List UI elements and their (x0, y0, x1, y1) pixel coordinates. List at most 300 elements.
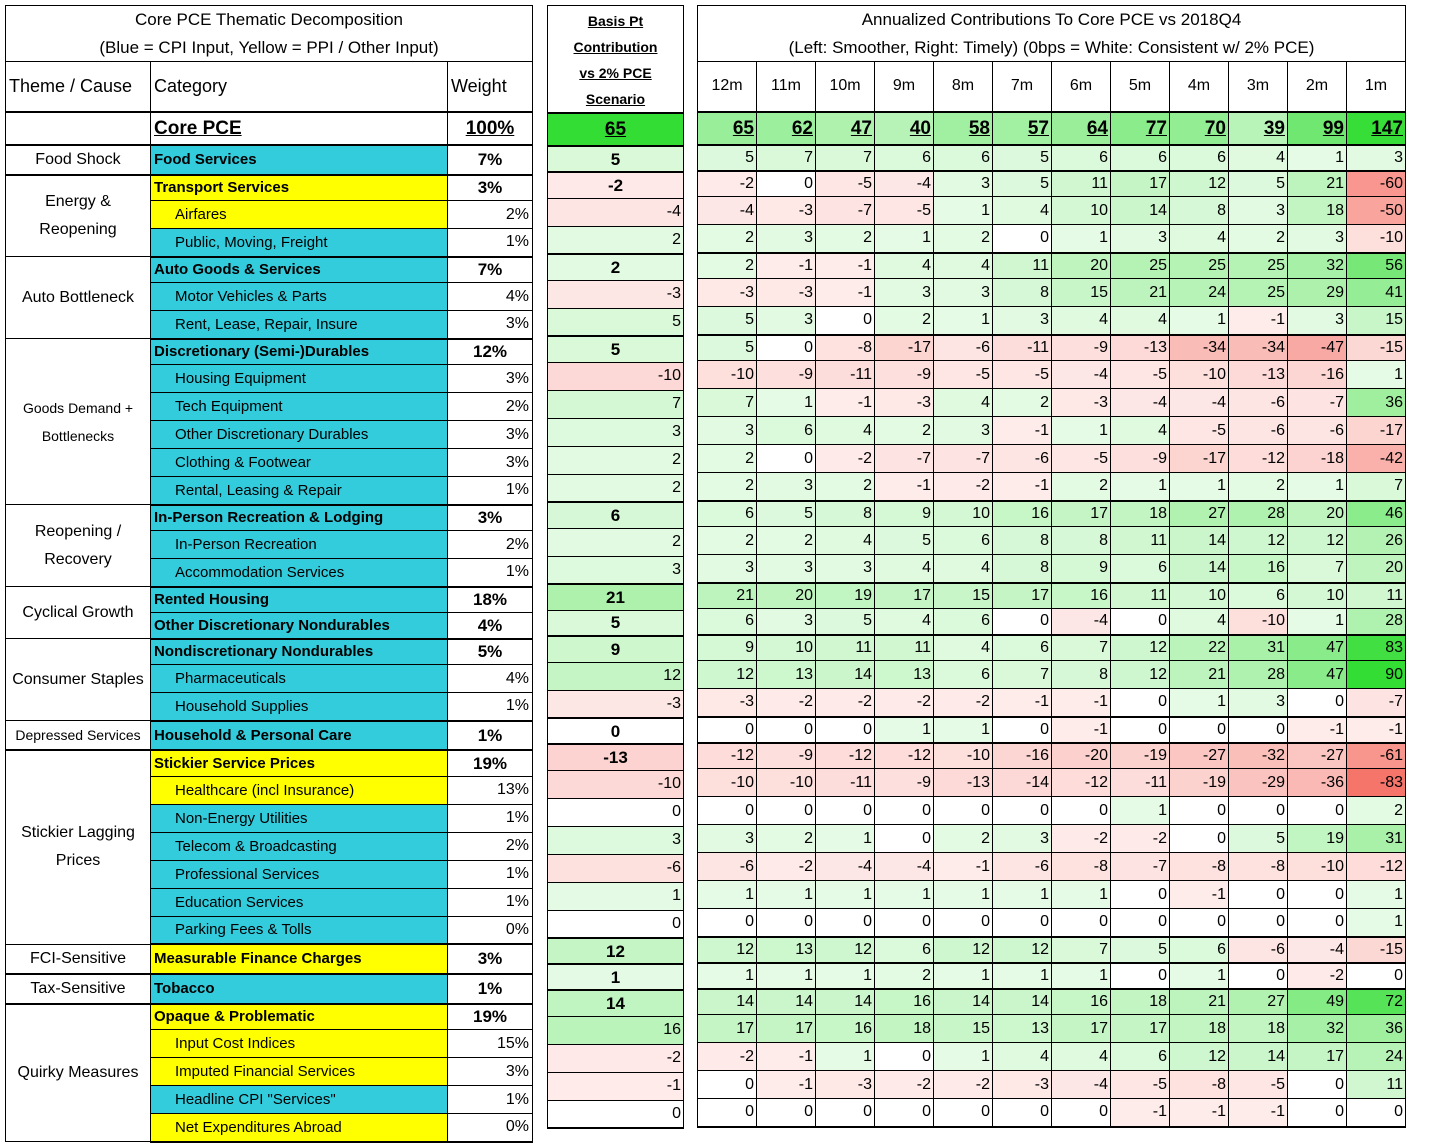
value-cell: -12 (1052, 769, 1111, 797)
category-cell: In-Person Recreation & Lodging (151, 505, 448, 531)
value-cell: 0 (757, 717, 816, 743)
value-cell: -13 (1111, 335, 1170, 361)
value-cell: 17 (1111, 171, 1170, 197)
value-cell: 4 (934, 253, 993, 279)
value-cell: 1 (875, 881, 934, 909)
value-cell: 7 (757, 145, 816, 171)
value-cell: 18 (1229, 1015, 1288, 1043)
period-header: 9m (875, 62, 934, 112)
weight-cell: 18% (448, 587, 533, 613)
value-cell: 12 (698, 937, 757, 963)
value-cell: 3 (1229, 689, 1288, 717)
value-cell: 58 (934, 112, 993, 145)
value-cell: 28 (1347, 609, 1406, 635)
value-cell: -14 (993, 769, 1052, 797)
category-cell: Education Services (151, 888, 448, 916)
value-cell: 0 (1288, 1099, 1347, 1127)
value-cell: -1 (816, 389, 875, 417)
value-cell: 7 (698, 389, 757, 417)
value-cell: 12 (1170, 1043, 1229, 1071)
value-cell: -5 (993, 361, 1052, 389)
value-cell: 16 (1229, 555, 1288, 583)
value-cell: 5 (698, 307, 757, 335)
basis-header-line: Contribution (573, 39, 658, 55)
column-header: Theme / Cause (6, 62, 151, 112)
value-cell: 0 (993, 1099, 1052, 1127)
value-cell: -2 (816, 689, 875, 717)
value-cell: 17 (1288, 1043, 1347, 1071)
value-cell: 14 (1229, 1043, 1288, 1071)
value-cell: 6 (1111, 1043, 1170, 1071)
value-cell: 2 (816, 473, 875, 501)
value-cell: 39 (1229, 112, 1288, 145)
value-cell: -9 (757, 361, 816, 389)
basis-cell: 3 (548, 556, 684, 584)
value-cell: 3 (757, 555, 816, 583)
value-cell: 3 (757, 307, 816, 335)
value-cell: 16 (1052, 989, 1111, 1015)
weight-cell: 3% (448, 1058, 533, 1086)
value-cell: -42 (1347, 445, 1406, 473)
value-cell: 12 (1288, 527, 1347, 555)
value-cell: -2 (757, 853, 816, 881)
value-cell: 10 (934, 501, 993, 527)
value-cell: -8 (1052, 853, 1111, 881)
category-cell: Net Expenditures Abroad (151, 1114, 448, 1142)
value-cell: 20 (1052, 253, 1111, 279)
value-cell: 83 (1347, 635, 1406, 661)
value-cell: -2 (1111, 825, 1170, 853)
value-cell: 65 (698, 112, 757, 145)
basis-cell: 16 (548, 1016, 684, 1044)
value-cell: 2 (698, 445, 757, 473)
value-cell: -11 (816, 769, 875, 797)
basis-cell: 2 (548, 446, 684, 474)
value-cell: 0 (1111, 909, 1170, 937)
basis-cell: -10 (548, 770, 684, 798)
value-cell: 6 (1052, 145, 1111, 171)
value-cell: -34 (1229, 335, 1288, 361)
value-cell: 0 (1229, 717, 1288, 743)
value-cell: 1 (934, 307, 993, 335)
value-cell: 1 (875, 717, 934, 743)
value-cell: 0 (698, 909, 757, 937)
value-cell: 0 (875, 909, 934, 937)
value-cell: 0 (1111, 963, 1170, 989)
basis-header-line: Basis Pt (587, 13, 644, 29)
value-cell: 3 (698, 555, 757, 583)
value-cell: 5 (1111, 937, 1170, 963)
value-cell: 2 (698, 225, 757, 253)
value-cell: -5 (1229, 1071, 1288, 1099)
value-cell: -7 (1288, 389, 1347, 417)
weight-cell: 3% (448, 175, 533, 201)
value-cell: -2 (698, 1043, 757, 1071)
weight-cell: 5% (448, 639, 533, 665)
basis-cell: 5 (548, 610, 684, 636)
value-cell: 4 (1229, 145, 1288, 171)
value-cell: 24 (1170, 279, 1229, 307)
value-cell: 25 (1229, 279, 1288, 307)
value-cell: -16 (1288, 361, 1347, 389)
value-cell: 17 (1052, 1015, 1111, 1043)
value-cell: 1 (1052, 225, 1111, 253)
value-cell: 12 (698, 661, 757, 689)
value-cell: 9 (1052, 555, 1111, 583)
value-cell: -9 (757, 743, 816, 769)
value-cell: -6 (993, 445, 1052, 473)
theme-cell: Stickier Lagging Prices (6, 750, 151, 944)
value-cell: 3 (757, 609, 816, 635)
value-cell: 27 (1170, 501, 1229, 527)
value-cell: -3 (757, 197, 816, 225)
value-cell: -19 (1111, 743, 1170, 769)
value-cell: -1 (1052, 717, 1111, 743)
category-cell: Opaque & Problematic (151, 1004, 448, 1030)
value-cell: 29 (1288, 279, 1347, 307)
value-cell: 6 (698, 501, 757, 527)
basis-header-line: vs 2% PCE (579, 65, 652, 81)
basis-cell: 1 (548, 964, 684, 990)
weight-cell: 2% (448, 201, 533, 229)
period-header: 10m (816, 62, 875, 112)
value-cell: 1 (816, 825, 875, 853)
value-cell: 0 (757, 171, 816, 197)
value-cell: 0 (1347, 1099, 1406, 1127)
basis-cell: 21 (548, 584, 684, 610)
value-cell: -6 (1229, 417, 1288, 445)
value-cell: 2 (1229, 225, 1288, 253)
weight-cell: 1% (448, 888, 533, 916)
value-cell: 13 (875, 661, 934, 689)
weight-cell: 12% (448, 339, 533, 365)
value-cell: 25 (1170, 253, 1229, 279)
value-cell: 5 (1229, 171, 1288, 197)
value-cell: 0 (1288, 797, 1347, 825)
value-cell: 0 (1111, 881, 1170, 909)
value-cell: 1 (1347, 881, 1406, 909)
value-cell: 0 (993, 225, 1052, 253)
value-cell: 36 (1347, 389, 1406, 417)
value-cell: -2 (875, 689, 934, 717)
weight-cell: 2% (448, 531, 533, 559)
value-cell: -60 (1347, 171, 1406, 197)
value-cell: 2 (875, 963, 934, 989)
value-cell: -27 (1170, 743, 1229, 769)
value-cell: -16 (993, 743, 1052, 769)
value-cell: 4 (1111, 417, 1170, 445)
value-cell: 3 (934, 279, 993, 307)
basis-cell: -3 (548, 690, 684, 718)
value-cell: 7 (1288, 555, 1347, 583)
value-cell: 0 (1111, 609, 1170, 635)
value-cell: 31 (1229, 635, 1288, 661)
value-cell: -1 (993, 417, 1052, 445)
value-cell: 15 (1347, 307, 1406, 335)
value-cell: 2 (698, 253, 757, 279)
value-cell: -15 (1347, 335, 1406, 361)
value-cell: 1 (875, 225, 934, 253)
value-cell: 3 (1288, 307, 1347, 335)
right-subtitle: (Left: Smoother, Right: Timely) (0bps = White: Consistent w/ 2% PCE) (698, 34, 1406, 62)
value-cell: -12 (1347, 853, 1406, 881)
value-cell: 14 (1170, 527, 1229, 555)
category-cell: Discretionary (Semi-)Durables (151, 339, 448, 365)
value-cell: -1 (993, 689, 1052, 717)
basis-table (547, 5, 684, 1129)
category-cell: Core PCE (151, 112, 448, 145)
value-cell: 0 (1052, 1099, 1111, 1127)
category-cell: Motor Vehicles & Parts (151, 283, 448, 311)
value-cell: 1 (757, 881, 816, 909)
value-cell: 1 (1347, 909, 1406, 937)
period-header: 1m (1347, 62, 1406, 112)
value-cell: 16 (875, 989, 934, 1015)
value-cell: 0 (934, 909, 993, 937)
value-cell: 14 (698, 989, 757, 1015)
value-cell: -5 (875, 197, 934, 225)
value-cell: -47 (1288, 335, 1347, 361)
value-cell: 1 (1052, 963, 1111, 989)
value-cell: 4 (875, 555, 934, 583)
value-cell: 28 (1229, 501, 1288, 527)
value-cell: 11 (816, 635, 875, 661)
value-cell: 2 (934, 225, 993, 253)
basis-cell: 2 (548, 528, 684, 556)
value-cell: 1 (757, 963, 816, 989)
value-cell: 0 (1288, 881, 1347, 909)
value-cell: 1 (1170, 689, 1229, 717)
value-cell: 0 (757, 1099, 816, 1127)
weight-cell: 1% (448, 693, 533, 721)
weight-cell: 3% (448, 421, 533, 449)
value-cell: 19 (816, 583, 875, 609)
value-cell: -2 (934, 689, 993, 717)
period-header: 11m (757, 62, 816, 112)
value-cell: 21 (1170, 989, 1229, 1015)
value-cell: 26 (1347, 527, 1406, 555)
value-cell: 12 (1111, 661, 1170, 689)
value-cell: 3 (1347, 145, 1406, 171)
value-cell: 4 (1170, 609, 1229, 635)
value-cell: 0 (1111, 717, 1170, 743)
value-cell: 0 (993, 717, 1052, 743)
category-cell: Clothing & Footwear (151, 449, 448, 477)
basis-cell: -2 (548, 172, 684, 198)
value-cell: -1 (1229, 1099, 1288, 1127)
value-cell: 6 (1111, 555, 1170, 583)
value-cell: 56 (1347, 253, 1406, 279)
basis-cell: -1 (548, 1072, 684, 1100)
basis-cell: 6 (548, 502, 684, 528)
value-cell: 77 (1111, 112, 1170, 145)
value-cell: -1 (757, 1071, 816, 1099)
category-cell: Other Discretionary Nondurables (151, 613, 448, 639)
value-cell: -3 (1052, 389, 1111, 417)
theme-cell: Consumer Staples (6, 639, 151, 721)
value-cell: 6 (1170, 937, 1229, 963)
value-cell: -13 (1229, 361, 1288, 389)
value-cell: 0 (698, 1099, 757, 1127)
weight-cell: 1% (448, 229, 533, 257)
category-cell: Housing Equipment (151, 365, 448, 393)
value-cell: -29 (1229, 769, 1288, 797)
value-cell: 3 (875, 279, 934, 307)
value-cell: -6 (698, 853, 757, 881)
value-cell: 13 (757, 661, 816, 689)
value-cell: -3 (698, 279, 757, 307)
value-cell: -10 (1288, 853, 1347, 881)
value-cell: 24 (1347, 1043, 1406, 1071)
value-cell: 1 (1111, 473, 1170, 501)
value-cell: 0 (816, 717, 875, 743)
value-cell: 8 (816, 501, 875, 527)
value-cell: 32 (1288, 1015, 1347, 1043)
value-cell: -12 (816, 743, 875, 769)
period-header: 12m (698, 62, 757, 112)
value-cell: -10 (1229, 609, 1288, 635)
value-cell: 0 (698, 1071, 757, 1099)
value-cell: 1 (1347, 361, 1406, 389)
value-cell: 1 (1170, 963, 1229, 989)
value-cell: 0 (875, 797, 934, 825)
weight-cell: 3% (448, 944, 533, 974)
weight-cell: 1% (448, 477, 533, 505)
value-cell: 40 (875, 112, 934, 145)
value-cell: 0 (993, 797, 1052, 825)
value-cell: 11 (1111, 583, 1170, 609)
weight-cell: 1% (448, 1086, 533, 1114)
value-cell: 18 (875, 1015, 934, 1043)
value-cell: 8 (1052, 527, 1111, 555)
theme-cell (6, 112, 151, 145)
value-cell: 1 (934, 963, 993, 989)
category-cell: Household Supplies (151, 693, 448, 721)
weight-cell: 1% (448, 721, 533, 751)
value-cell: 6 (698, 609, 757, 635)
value-cell: -1 (1229, 307, 1288, 335)
value-cell: -10 (934, 743, 993, 769)
weight-cell: 7% (448, 257, 533, 283)
value-cell: 4 (816, 417, 875, 445)
value-cell: 10 (1288, 583, 1347, 609)
value-cell: -11 (1111, 769, 1170, 797)
basis-cell: -10 (548, 362, 684, 390)
value-cell: 0 (1288, 909, 1347, 937)
value-cell: -6 (1288, 417, 1347, 445)
value-cell: 0 (1288, 1071, 1347, 1099)
value-cell: 3 (993, 307, 1052, 335)
category-cell: Rental, Leasing & Repair (151, 477, 448, 505)
value-cell: 11 (1052, 171, 1111, 197)
value-cell: 2 (816, 225, 875, 253)
value-cell: 2 (698, 527, 757, 555)
value-cell: -50 (1347, 197, 1406, 225)
value-cell: 6 (1111, 145, 1170, 171)
value-cell: -7 (1111, 853, 1170, 881)
value-cell: 3 (757, 225, 816, 253)
value-cell: 49 (1288, 989, 1347, 1015)
value-cell: 5 (875, 527, 934, 555)
value-cell: 25 (1229, 253, 1288, 279)
category-cell: Other Discretionary Durables (151, 421, 448, 449)
value-cell: 36 (1347, 1015, 1406, 1043)
value-cell: 0 (816, 307, 875, 335)
value-cell: 17 (875, 583, 934, 609)
value-cell: -9 (875, 769, 934, 797)
column-header: Category (151, 62, 448, 112)
value-cell: 19 (1288, 825, 1347, 853)
value-cell: 4 (934, 635, 993, 661)
value-cell: -7 (816, 197, 875, 225)
value-cell: 12 (934, 937, 993, 963)
value-cell: 4 (993, 1043, 1052, 1071)
value-cell: 46 (1347, 501, 1406, 527)
value-cell: -4 (1052, 609, 1111, 635)
theme-cell: Food Shock (6, 145, 151, 175)
category-cell: Airfares (151, 201, 448, 229)
value-cell: 1 (698, 881, 757, 909)
value-cell: 15 (934, 1015, 993, 1043)
value-cell: 1 (816, 1043, 875, 1071)
weight-cell: 19% (448, 750, 533, 776)
basis-cell: 0 (548, 718, 684, 744)
category-cell: Household & Personal Care (151, 721, 448, 751)
value-cell: -20 (1052, 743, 1111, 769)
category-cell: Imputed Financial Services (151, 1058, 448, 1086)
value-cell: 1 (934, 197, 993, 225)
value-cell: -9 (875, 361, 934, 389)
period-header: 5m (1111, 62, 1170, 112)
basis-cell: -3 (548, 280, 684, 308)
value-cell: 32 (1288, 253, 1347, 279)
value-cell: 3 (757, 473, 816, 501)
value-cell: 4 (875, 253, 934, 279)
value-cell: 16 (993, 501, 1052, 527)
value-cell: -4 (1170, 389, 1229, 417)
value-cell: 1 (1288, 609, 1347, 635)
value-cell: -5 (816, 171, 875, 197)
value-cell: 2 (993, 389, 1052, 417)
theme-cell: Auto Bottleneck (6, 257, 151, 339)
value-cell: -2 (1052, 825, 1111, 853)
value-cell: -17 (1347, 417, 1406, 445)
period-header: 8m (934, 62, 993, 112)
value-cell: 6 (993, 635, 1052, 661)
value-cell: -1 (1347, 717, 1406, 743)
weight-cell: 4% (448, 613, 533, 639)
value-cell: 15 (1052, 279, 1111, 307)
weight-cell: 4% (448, 665, 533, 693)
value-cell: 2 (875, 307, 934, 335)
value-cell: 3 (698, 825, 757, 853)
weight-cell: 1% (448, 974, 533, 1004)
value-cell: 1 (1052, 417, 1111, 445)
category-cell: Rent, Lease, Repair, Insure (151, 311, 448, 339)
value-cell: -3 (816, 1071, 875, 1099)
value-cell: 2 (757, 825, 816, 853)
theme-cell: FCI-Sensitive (6, 944, 151, 974)
value-cell: 12 (1170, 171, 1229, 197)
value-cell: 1 (816, 963, 875, 989)
theme-cell: Cyclical Growth (6, 587, 151, 639)
left-table (5, 5, 533, 1143)
value-cell: 147 (1347, 112, 1406, 145)
value-cell: -4 (698, 197, 757, 225)
value-cell: 6 (1229, 583, 1288, 609)
value-cell: 3 (934, 417, 993, 445)
basis-cell: 3 (548, 418, 684, 446)
